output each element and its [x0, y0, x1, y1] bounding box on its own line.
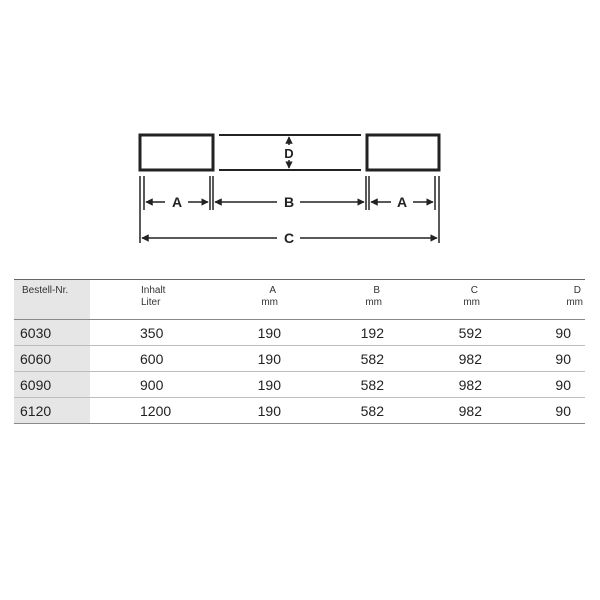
header-inhalt: Inhalt Liter [90, 280, 185, 320]
cell-bestell-nr: 6120 [14, 398, 90, 424]
cell-d: 90 [492, 398, 585, 424]
cell-b: 192 [290, 320, 392, 346]
cell-c: 982 [392, 346, 492, 372]
cell-a: 190 [185, 320, 290, 346]
cell-d: 90 [492, 372, 585, 398]
table-header-row [14, 280, 585, 320]
cell-a: 190 [185, 398, 290, 424]
cell-inhalt: 600 [90, 346, 185, 372]
cell-bestell-nr: 6030 [14, 320, 90, 346]
dimension-label-b: B [283, 194, 295, 210]
header-b: B mm [290, 280, 392, 320]
header-c: C mm [392, 280, 492, 320]
cell-b: 582 [290, 372, 392, 398]
dimension-label-a-right: A [396, 194, 408, 210]
cell-a: 190 [185, 346, 290, 372]
table-row [14, 398, 585, 424]
header-d: D mm [492, 280, 585, 320]
cell-bestell-nr: 6090 [14, 372, 90, 398]
header-bestell-nr: Bestell-Nr. [14, 280, 90, 320]
cell-c: 982 [392, 372, 492, 398]
dimension-label-d: D [284, 146, 294, 161]
cell-bestell-nr: 6060 [14, 346, 90, 372]
right-end-box [367, 135, 439, 170]
dimension-diagram [0, 0, 600, 260]
header-a: A mm [185, 280, 290, 320]
cell-b: 582 [290, 398, 392, 424]
dimension-label-a-left: A [171, 194, 183, 210]
cell-d: 90 [492, 346, 585, 372]
left-end-box [140, 135, 213, 170]
cell-c: 982 [392, 398, 492, 424]
table-row [14, 320, 585, 346]
cell-inhalt: 1200 [90, 398, 185, 424]
table-row [14, 346, 585, 372]
cell-d: 90 [492, 320, 585, 346]
cell-a: 190 [185, 372, 290, 398]
spec-table [14, 279, 585, 424]
dimension-label-c: C [283, 230, 295, 246]
table-row [14, 372, 585, 398]
cell-inhalt: 350 [90, 320, 185, 346]
cell-inhalt: 900 [90, 372, 185, 398]
cell-c: 592 [392, 320, 492, 346]
cell-b: 582 [290, 346, 392, 372]
